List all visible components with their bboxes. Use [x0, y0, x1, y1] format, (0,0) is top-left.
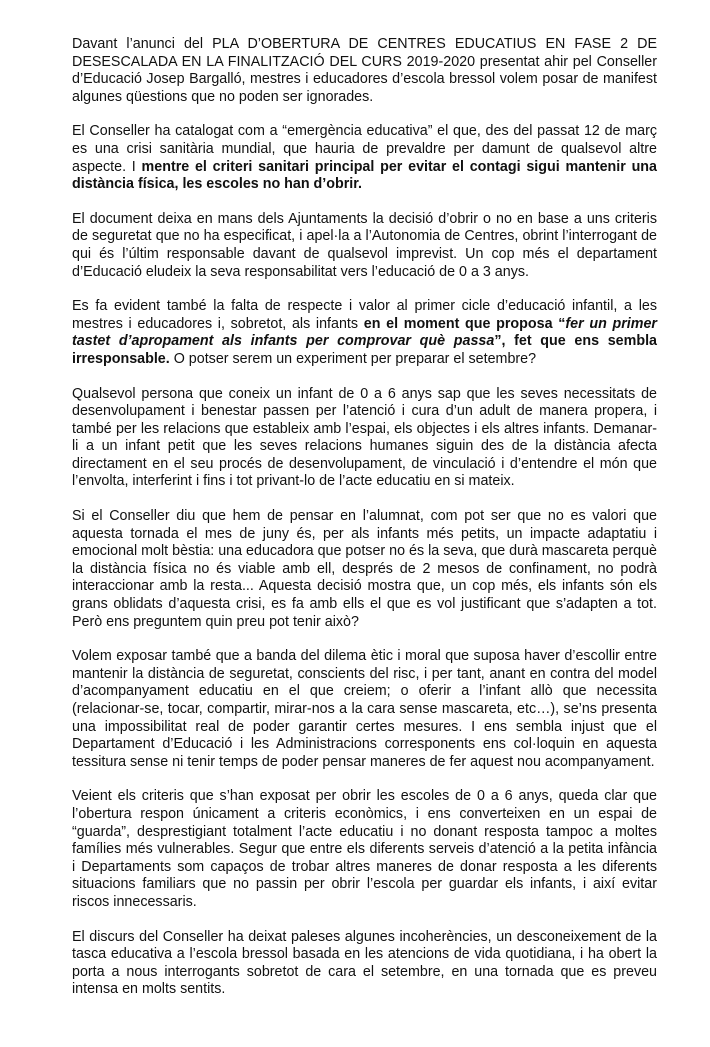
paragraph-respect-bold-lead: en el moment que proposa “ — [363, 315, 566, 332]
paragraph-ajuntaments — [72, 211, 657, 281]
paragraph-ajuntaments-text: El document deixa en mans dels Ajuntaments la decisió d’obrir o no en base a uns criteris de seguretat que no ha especificat, i apel·la a l’Autonomia de Centres, obrint l’interrogant de qui és l’últim responsable davant de qualsevol imprevist. Un cop més el departament d’Educació eludeix la seva responsabilitat vers l’educació de 0 a 3 anys. — [72, 210, 657, 280]
paragraph-impact — [72, 508, 657, 631]
paragraph-respect — [72, 298, 657, 368]
paragraph-emergency-bold: mentre el criteri sanitari principal per evitar el contagi sigui mantenir una distància física, les escoles no han d’obrir. — [72, 158, 657, 193]
paragraph-intro-text: Davant l’anunci del PLA D’OBERTURA DE CENTRES EDUCATIUS EN FASE 2 DE DESESCALADA EN LA FINALITZACIÓ DEL CURS 2019-2020 presentat ahir pel Conseller d’Educació Josep Bargalló, mestres i educadores d’escola bressol volem posar de manifest algunes qüestions que no poden ser ignorades. — [72, 36, 657, 105]
document-body — [72, 36, 657, 1016]
paragraph-respect-question: O potser serem un experiment per preparar el setembre? — [169, 350, 537, 367]
paragraph-intro — [72, 36, 657, 106]
paragraph-emergency — [72, 123, 657, 193]
paragraph-conclusion-text: El discurs del Conseller ha deixat paleses algunes incoherències, un desconeixement de la tasca educativa a l’escola bressol basada en les atencions de vida quotidiana, i ha obert la porta a nous interrogants sobretot de cara el setembre, en una tornada que es preveu intensa en molts sentits. — [72, 928, 657, 998]
paragraph-emergency-text: El Conseller ha catalogat com a “emergència educativa” el que, des del passat 12 de març es una crisi sanitària mundial, que hauria de prevaldre per damunt de qualsevol altre aspecte. I — [72, 123, 657, 175]
paragraph-dilemma — [72, 648, 657, 771]
paragraph-respect-text: Es fa evident també la falta de respecte i valor al primer cicle d’educació infantil, a les mestres i educadores i, sobretot, als infants — [72, 298, 657, 332]
paragraph-criteria-text: Veient els criteris que s’han exposat per obrir les escoles de 0 a 6 anys, queda clar que l’obertura respon únicament a criteris econòmics, i ens converteixen en un espai de “guarda”, desprestigiant totalment l’acte educatiu i no donant resposta tampoc a moltes famílies més vulnerables. Segur que entre els diferents serveis d’atenció a la petita infància i Departaments som capaços de trobar altres maneres de donar resposta a les diferents situacions familiars que no passin per obrir l’escola per guardar els infants, i així evitar riscos innecessaris. — [72, 788, 657, 910]
paragraph-impact-text: Si el Conseller diu que hem de pensar en l’alumnat, com pot ser que no es valori que aquesta tornada el mes de juny és, per als infants més petits, un impacte adaptatiu i emocional molt bèstia: una educadora que potser no és la seva, que durà mascareta perquè la distància física no és viable amb ell, després de 2 mesos de confinament, no podrà interaccionar amb la resta... Aquesta decisió mostra que, un cop més, els infants són els grans oblidats d’aquesta crisi, es fa amb ells el que es vol justificant que s’adapten a tot. Però ens preguntem quin preu pot tenir això? — [72, 508, 657, 630]
paragraph-dilemma-text: Volem exposar també que a banda del dilema ètic i moral que suposa haver d’escollir entre mantenir la distància de seguretat, conscients del risc, i per tant, anant en contra del model d’acompanyament educatiu en el que creiem; o oferir a l’infant allò que necessita (relacionar-se, tocar, compartir, mirar-nos a la cara sense mascareta, etc…), se’ns presenta una impossibilitat real de poder garantir certes mesures. I ens sembla injust que el Departament d’Educació i les Administracions corresponents ens col·loquin en aquesta tessitura sense ni tenir temps de poder pensar maneres de fer aquest nou acompanyament. — [72, 648, 657, 770]
paragraph-development — [72, 386, 657, 492]
paragraph-criteria — [72, 788, 657, 911]
paragraph-respect-quote: fer un primer tastet d’apropament als infants per comprovar què passa — [72, 315, 657, 350]
paragraph-respect-bold-tail: ”, fet que ens sembla irresponsable. — [72, 333, 657, 367]
paragraph-development-text: Qualsevol persona que coneix un infant de 0 a 6 anys sap que les seves necessitats de desenvolupament i benestar passen per l’atenció i cura d’un adult de manera propera, i també per les relacions que estableix amb l’espai, els objectes i els altres infants. Demanar-li a un infant petit que les seves relacions humanes siguin des de la distància afecta directament en el seu procés de desenvolupament, de vinculació i d’entendre el món que l’envolta, interferint i fins i tot privant-lo de l’acte educatiu en si mateix. — [72, 385, 657, 490]
paragraph-conclusion — [72, 929, 657, 999]
